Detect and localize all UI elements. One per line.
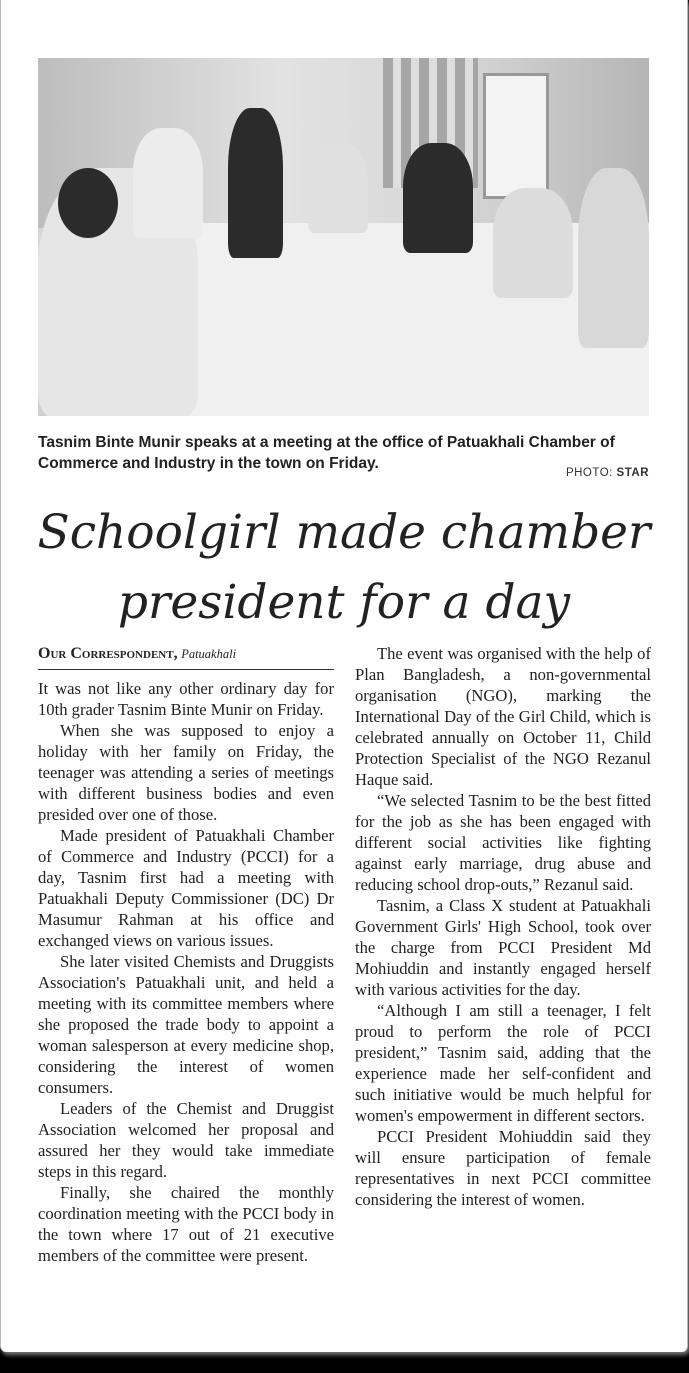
photo-person bbox=[493, 188, 573, 298]
photo-person-speaker bbox=[228, 108, 283, 258]
photo-person-head bbox=[58, 168, 118, 238]
byline bbox=[38, 645, 334, 670]
byline-author: Our Correspondent, bbox=[38, 645, 178, 662]
photo-window bbox=[483, 73, 549, 199]
credit-source: STAR bbox=[616, 467, 649, 479]
photo-person bbox=[133, 128, 203, 238]
headline: Schoolgirl made chamber president for a day bbox=[37, 505, 651, 630]
paragraph: Finally, she chaired the monthly coordination meeting with the PCCI body in the town where 17 out of 21 executive members of the committee were present. bbox=[38, 1183, 334, 1265]
photo-person bbox=[403, 143, 473, 253]
article-column-left bbox=[38, 678, 334, 1266]
byline-place: Patuakhali bbox=[181, 647, 237, 661]
credit-label: PHOTO: bbox=[565, 467, 613, 479]
photo-person bbox=[308, 143, 368, 233]
photo-caption: Tasnim Binte Munir speaks at a meeting at the office of Patuakhali Chamber of Commerce and Industry in the town on Friday. bbox=[38, 434, 615, 472]
article-column-right bbox=[355, 643, 651, 1210]
paragraph: It was not like any other ordinary day for 10th grader Tasnim Binte Munir on Friday. bbox=[38, 679, 334, 719]
paragraph: The event was organised with the help of Plan Bangladesh, a non-governmental organisation (NGO), marking the International Day of the Girl Child, which is celebrated annually on October 11, Child Protection Specialist of the NGO Rezanul Haque said. bbox=[355, 644, 651, 789]
news-photo bbox=[38, 58, 649, 416]
paragraph: “Although I am still a teenager, I felt proud to perform the role of PCCI president,” Tasnim said, adding that the experience made her self-confident and such initiative would be much helpful for women's empowerment in different sectors. bbox=[355, 1001, 651, 1125]
paragraph: PCCI President Mohiuddin said they will ensure participation of female representatives in next PCCI committee considering the interest of women. bbox=[355, 1127, 651, 1209]
paragraph: Tasnim, a Class X student at Patuakhali Government Girls' High School, took over the charge from PCCI President Md Mohiuddin and instantly engaged herself with various activities for the day. bbox=[355, 896, 651, 999]
paragraph: “We selected Tasnim to be the best fitted for the job as she has been engaged with different social activities like fighting against early marriage, drug abuse and reducing school drop-outs,” Rezanul said. bbox=[355, 791, 651, 894]
paragraph: Leaders of the Chemist and Druggist Association welcomed her proposal and assured her they would take immediate steps in this regard. bbox=[38, 1099, 334, 1181]
paragraph: Made president of Patuakhali Chamber of Commerce and Industry (PCCI) for a day, Tasnim first had a meeting with Patuakhali Deputy Commissioner (DC) Dr Masumur Rahman at his office and exchanged views on various issues. bbox=[38, 826, 334, 950]
photo-person bbox=[578, 168, 649, 348]
paragraph: She later visited Chemists and Druggists Association's Patuakhali unit, and held a meeting with its committee members where she proposed the trade body to appoint a woman salesperson at every medicine shop, considering the interest of women consumers. bbox=[38, 952, 334, 1097]
paragraph: When she was supposed to enjoy a holiday with her family on Friday, the teenager was attending a series of meetings with different business bodies and even presided over one of those. bbox=[38, 721, 334, 824]
photo-credit bbox=[566, 467, 649, 479]
